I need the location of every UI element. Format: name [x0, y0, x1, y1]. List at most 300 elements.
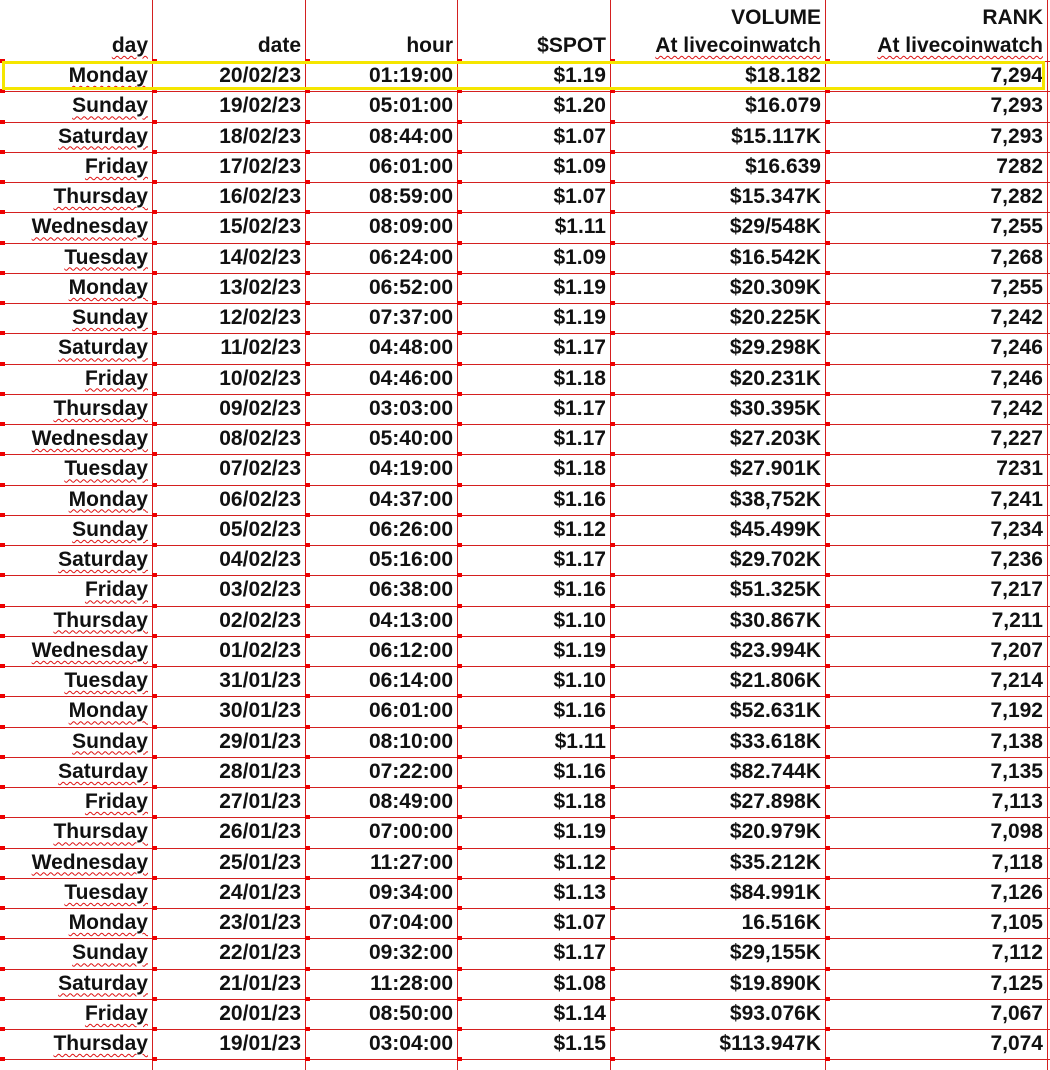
cell-hour[interactable]: [305, 999, 457, 1029]
cell-spot[interactable]: [457, 91, 610, 121]
cell-corner-marker: [305, 483, 310, 487]
cell-volume-value: $45.499K: [729, 517, 821, 541]
cell-day[interactable]: [0, 636, 152, 666]
cell-corner-marker: [825, 634, 830, 638]
cell-corner-marker: [457, 785, 462, 789]
cell-spot[interactable]: [457, 182, 610, 212]
cell-spot[interactable]: [457, 61, 610, 91]
cell-rank[interactable]: [825, 938, 1047, 968]
cell-date[interactable]: [152, 787, 305, 817]
cell-date[interactable]: [152, 364, 305, 394]
cell-date[interactable]: [152, 696, 305, 726]
cell-volume[interactable]: [610, 243, 825, 273]
cell-volume[interactable]: [610, 122, 825, 152]
cell-rank[interactable]: [825, 333, 1047, 363]
cell-corner-marker: [825, 967, 830, 971]
header-rank[interactable]: [825, 0, 1047, 60]
cell-spot-value: $1.12: [553, 850, 606, 874]
cell-day[interactable]: [0, 273, 152, 303]
cell-spot[interactable]: [457, 333, 610, 363]
cell-spot[interactable]: [457, 575, 610, 605]
cell-corner-marker: [0, 422, 5, 426]
cell-rank[interactable]: [825, 727, 1047, 757]
cell-rank[interactable]: [825, 696, 1047, 726]
cell-hour[interactable]: [305, 61, 457, 91]
cell-spot[interactable]: [457, 303, 610, 333]
cell-spot[interactable]: [457, 243, 610, 273]
row-gridline: [0, 696, 1050, 697]
cell-hour-value: 04:37:00: [368, 487, 453, 511]
cell-volume-value: $93.076K: [729, 1001, 821, 1025]
cell-hour[interactable]: [305, 424, 457, 454]
cell-spot[interactable]: [457, 848, 610, 878]
cell-spot[interactable]: [457, 485, 610, 515]
cell-corner-marker: [305, 967, 310, 971]
table-row: [0, 817, 1050, 847]
row-gridline: [0, 485, 1050, 486]
cell-corner-marker: [0, 664, 5, 668]
cell-spot[interactable]: [457, 273, 610, 303]
cell-spot[interactable]: [457, 636, 610, 666]
cell-spot-value: $1.16: [553, 759, 606, 783]
cell-corner-marker: [825, 573, 830, 577]
cell-date-value: 19/02/23: [219, 94, 301, 118]
cell-hour[interactable]: [305, 575, 457, 605]
cell-date[interactable]: [152, 575, 305, 605]
cell-date[interactable]: [152, 848, 305, 878]
cell-volume[interactable]: [610, 61, 825, 91]
cell-corner-marker: [457, 906, 462, 910]
cell-date[interactable]: [152, 394, 305, 424]
cell-rank-value: 7,217: [990, 578, 1043, 602]
cell-rank-value: 7,293: [990, 94, 1043, 118]
cell-date[interactable]: [152, 666, 305, 696]
cell-day[interactable]: [0, 1029, 152, 1059]
cell-corner-marker: [457, 513, 462, 517]
cell-rank[interactable]: [825, 515, 1047, 545]
cell-day[interactable]: [0, 908, 152, 938]
cell-corner-marker: [610, 59, 615, 63]
cell-corner-marker: [825, 785, 830, 789]
cell-date[interactable]: [152, 727, 305, 757]
cell-volume[interactable]: [610, 938, 825, 968]
cell-volume[interactable]: [610, 696, 825, 726]
cell-hour[interactable]: [305, 817, 457, 847]
cell-corner-marker: [152, 210, 157, 214]
cell-corner-marker: [0, 513, 5, 517]
cell-corner-marker: [825, 694, 830, 698]
cell-spot[interactable]: [457, 878, 610, 908]
cell-volume[interactable]: [610, 545, 825, 575]
row-gridline: [0, 787, 1050, 788]
cell-day-value: Thursday: [53, 608, 148, 632]
cell-day[interactable]: [0, 212, 152, 242]
cell-rank[interactable]: [825, 61, 1047, 91]
cell-rank[interactable]: [825, 122, 1047, 152]
cell-volume[interactable]: [610, 212, 825, 242]
cell-hour[interactable]: [305, 122, 457, 152]
cell-spot[interactable]: [457, 908, 610, 938]
cell-date[interactable]: [152, 969, 305, 999]
cell-date[interactable]: [152, 212, 305, 242]
cell-hour[interactable]: [305, 273, 457, 303]
cell-spot[interactable]: [457, 454, 610, 484]
cell-day-value: Sunday: [72, 94, 148, 118]
cell-day[interactable]: [0, 394, 152, 424]
cell-spot[interactable]: [457, 696, 610, 726]
cell-volume[interactable]: [610, 727, 825, 757]
cell-day[interactable]: [0, 364, 152, 394]
cell-day[interactable]: [0, 61, 152, 91]
cell-rank[interactable]: [825, 91, 1047, 121]
cell-hour[interactable]: [305, 878, 457, 908]
header-hour[interactable]: [305, 0, 457, 60]
cell-rank[interactable]: [825, 364, 1047, 394]
cell-volume[interactable]: [610, 273, 825, 303]
cell-spot[interactable]: [457, 1029, 610, 1059]
cell-day[interactable]: [0, 454, 152, 484]
cell-corner-marker: [457, 120, 462, 124]
cell-corner-marker: [825, 241, 830, 245]
cell-corner-marker: [0, 967, 5, 971]
cell-hour[interactable]: [305, 938, 457, 968]
cell-corner-marker: [825, 604, 830, 608]
cell-spot[interactable]: [457, 364, 610, 394]
cell-corner-marker: [610, 180, 615, 184]
cell-date[interactable]: [152, 636, 305, 666]
cell-date[interactable]: [152, 122, 305, 152]
cell-rank-value: 7,282: [990, 185, 1043, 208]
cell-spot[interactable]: [457, 394, 610, 424]
cell-day-value: Thursday: [53, 1032, 148, 1055]
cell-day[interactable]: [0, 152, 152, 182]
cell-date[interactable]: [152, 515, 305, 545]
cell-day-value: Friday: [84, 1001, 148, 1025]
cell-spot[interactable]: [457, 787, 610, 817]
cell-rank[interactable]: [825, 303, 1047, 333]
cell-date[interactable]: [152, 273, 305, 303]
cell-spot-value: $1.20: [553, 94, 606, 118]
cell-hour[interactable]: [305, 485, 457, 515]
cell-hour[interactable]: [305, 727, 457, 757]
cell-date[interactable]: [152, 938, 305, 968]
cell-day[interactable]: [0, 696, 152, 726]
header-date[interactable]: [152, 0, 305, 60]
cell-corner-marker: [825, 120, 830, 124]
row-gridline: [0, 908, 1050, 909]
cell-corner-marker: [825, 1057, 830, 1061]
row-gridline: [0, 61, 1050, 62]
cell-rank[interactable]: [825, 454, 1047, 484]
cell-date[interactable]: [152, 424, 305, 454]
cell-date[interactable]: [152, 999, 305, 1029]
cell-rank[interactable]: [825, 817, 1047, 847]
cell-spot[interactable]: [457, 938, 610, 968]
cell-rank-value: 7,236: [990, 548, 1043, 571]
cell-date[interactable]: [152, 243, 305, 273]
cell-hour[interactable]: [305, 212, 457, 242]
cell-corner-marker: [152, 1057, 157, 1061]
cell-date[interactable]: [152, 606, 305, 636]
cell-rank[interactable]: [825, 666, 1047, 696]
cell-corner-marker: [152, 271, 157, 275]
cell-volume[interactable]: [610, 969, 825, 999]
cell-hour[interactable]: [305, 696, 457, 726]
cell-day[interactable]: [0, 515, 152, 545]
cell-spot-value: $1.15: [553, 1032, 606, 1055]
cell-spot[interactable]: [457, 545, 610, 575]
cell-spot-value: $1.12: [553, 517, 606, 541]
cell-date-value: 30/01/23: [219, 699, 301, 723]
cell-rank-value: 7,113: [991, 790, 1043, 813]
cell-volume[interactable]: [610, 152, 825, 182]
cell-volume[interactable]: [610, 999, 825, 1029]
cell-rank[interactable]: [825, 848, 1047, 878]
cell-spot[interactable]: [457, 515, 610, 545]
cell-hour[interactable]: [305, 454, 457, 484]
cell-spot[interactable]: [457, 999, 610, 1029]
cell-hour[interactable]: [305, 152, 457, 182]
cell-volume[interactable]: [610, 817, 825, 847]
cell-day[interactable]: [0, 333, 152, 363]
cell-date-value: 02/02/23: [219, 608, 301, 632]
cell-rank[interactable]: [825, 908, 1047, 938]
cell-corner-marker: [610, 573, 615, 577]
cell-corner-marker: [610, 392, 615, 396]
cell-day-value: Friday: [84, 366, 148, 390]
cell-hour[interactable]: [305, 757, 457, 787]
cell-spot[interactable]: [457, 969, 610, 999]
cell-corner-marker: [825, 1027, 830, 1031]
cell-volume[interactable]: [610, 848, 825, 878]
cell-day[interactable]: [0, 606, 152, 636]
cell-day[interactable]: [0, 485, 152, 515]
cell-hour[interactable]: [305, 364, 457, 394]
cell-spot[interactable]: [457, 606, 610, 636]
cell-corner-marker: [0, 543, 5, 547]
cell-hour-value: 06:01:00: [368, 699, 453, 723]
cell-corner-marker: [305, 725, 310, 729]
cell-rank[interactable]: [825, 394, 1047, 424]
row-gridline: [0, 666, 1050, 667]
cell-date[interactable]: [152, 545, 305, 575]
cell-rank[interactable]: [825, 999, 1047, 1029]
cell-day[interactable]: [0, 848, 152, 878]
cell-rank[interactable]: [825, 545, 1047, 575]
cell-spot[interactable]: [457, 817, 610, 847]
cell-hour[interactable]: [305, 182, 457, 212]
cell-spot[interactable]: [457, 152, 610, 182]
cell-day[interactable]: [0, 182, 152, 212]
cell-volume-value: $15.347K: [729, 185, 821, 208]
cell-volume[interactable]: [610, 333, 825, 363]
cell-date[interactable]: [152, 333, 305, 363]
cell-rank[interactable]: [825, 182, 1047, 212]
cell-date-value: 15/02/23: [219, 215, 301, 239]
cell-day-value: Friday: [84, 154, 148, 178]
cell-volume[interactable]: [610, 424, 825, 454]
header-day[interactable]: [0, 0, 152, 60]
cell-volume[interactable]: [610, 575, 825, 605]
cell-volume[interactable]: [610, 91, 825, 121]
cell-rank[interactable]: [825, 878, 1047, 908]
cell-hour[interactable]: [305, 848, 457, 878]
cell-volume-value: $38,752K: [729, 487, 821, 511]
cell-volume-value: $35.212K: [729, 850, 821, 874]
cell-volume[interactable]: [610, 787, 825, 817]
cell-rank[interactable]: [825, 485, 1047, 515]
cell-corner-marker: [152, 785, 157, 789]
cell-spot[interactable]: [457, 122, 610, 152]
cell-rank[interactable]: [825, 273, 1047, 303]
cell-rank[interactable]: [825, 424, 1047, 454]
cell-volume[interactable]: [610, 606, 825, 636]
cell-hour[interactable]: [305, 243, 457, 273]
cell-rank[interactable]: [825, 575, 1047, 605]
cell-volume[interactable]: [610, 636, 825, 666]
cell-corner-marker: [305, 815, 310, 819]
cell-date[interactable]: [152, 303, 305, 333]
cell-hour[interactable]: [305, 636, 457, 666]
cell-date-value: 25/01/23: [219, 850, 301, 874]
cell-volume[interactable]: [610, 878, 825, 908]
cell-volume-value: $84.991K: [729, 880, 821, 904]
cell-spot[interactable]: [457, 212, 610, 242]
cell-rank[interactable]: [825, 606, 1047, 636]
cell-spot[interactable]: [457, 727, 610, 757]
table-row: [0, 969, 1050, 999]
cell-spot-value: $1.17: [553, 336, 606, 360]
cell-corner-marker: [0, 846, 5, 850]
cell-date[interactable]: [152, 878, 305, 908]
cell-rank[interactable]: [825, 787, 1047, 817]
cell-date[interactable]: [152, 152, 305, 182]
cell-hour[interactable]: [305, 908, 457, 938]
cell-volume[interactable]: [610, 454, 825, 484]
cell-day[interactable]: [0, 545, 152, 575]
cell-day[interactable]: [0, 817, 152, 847]
cell-day[interactable]: [0, 303, 152, 333]
cell-volume[interactable]: [610, 757, 825, 787]
table-row: [0, 273, 1050, 303]
cell-hour[interactable]: [305, 1029, 457, 1059]
cell-corner-marker: [305, 241, 310, 245]
cell-day-value: Wednesday: [31, 850, 148, 874]
cell-spot[interactable]: [457, 424, 610, 454]
cell-corner-marker: [305, 392, 310, 396]
row-gridline: [0, 212, 1050, 213]
cell-day[interactable]: [0, 424, 152, 454]
cell-volume-value: $16.639: [745, 154, 821, 178]
cell-rank-value: 7,234: [990, 517, 1043, 541]
cell-day[interactable]: [0, 91, 152, 121]
cell-date-value: 21/01/23: [219, 971, 301, 995]
header-spot[interactable]: [457, 0, 610, 60]
cell-day[interactable]: [0, 575, 152, 605]
cell-hour-value: 06:01:00: [368, 154, 453, 178]
cell-day-value: Sunday: [72, 729, 148, 753]
cell-volume[interactable]: [610, 908, 825, 938]
cell-rank[interactable]: [825, 152, 1047, 182]
cell-volume-value: $29/548K: [729, 215, 821, 239]
cell-date[interactable]: [152, 817, 305, 847]
cell-day[interactable]: [0, 243, 152, 273]
cell-hour[interactable]: [305, 666, 457, 696]
cell-rank[interactable]: [825, 757, 1047, 787]
cell-day[interactable]: [0, 757, 152, 787]
cell-day[interactable]: [0, 938, 152, 968]
cell-hour[interactable]: [305, 91, 457, 121]
row-gridline: [0, 727, 1050, 728]
cell-day[interactable]: [0, 999, 152, 1029]
cell-hour-value: 04:19:00: [368, 457, 453, 481]
cell-date[interactable]: [152, 454, 305, 484]
cell-volume[interactable]: [610, 364, 825, 394]
cell-day[interactable]: [0, 969, 152, 999]
cell-hour[interactable]: [305, 394, 457, 424]
cell-hour[interactable]: [305, 969, 457, 999]
row-gridline: [0, 394, 1050, 395]
table-row: [0, 243, 1050, 273]
cell-date[interactable]: [152, 757, 305, 787]
cell-date[interactable]: [152, 91, 305, 121]
cell-corner-marker: [610, 513, 615, 517]
cell-volume[interactable]: [610, 394, 825, 424]
cell-rank[interactable]: [825, 969, 1047, 999]
cell-date[interactable]: [152, 61, 305, 91]
header-volume[interactable]: [610, 0, 825, 60]
cell-hour[interactable]: [305, 545, 457, 575]
cell-volume[interactable]: [610, 303, 825, 333]
cell-volume[interactable]: [610, 515, 825, 545]
cell-hour[interactable]: [305, 303, 457, 333]
cell-volume[interactable]: [610, 666, 825, 696]
cell-volume[interactable]: [610, 182, 825, 212]
cell-corner-marker: [825, 513, 830, 517]
cell-rank[interactable]: [825, 243, 1047, 273]
cell-corner-marker: [457, 483, 462, 487]
cell-hour[interactable]: [305, 333, 457, 363]
cell-rank[interactable]: [825, 1029, 1047, 1059]
cell-date[interactable]: [152, 182, 305, 212]
cell-date[interactable]: [152, 485, 305, 515]
cell-rank-value: 7,293: [990, 124, 1043, 148]
cell-corner-marker: [305, 1027, 310, 1031]
cell-corner-marker: [825, 59, 830, 63]
cell-rank[interactable]: [825, 212, 1047, 242]
cell-date[interactable]: [152, 908, 305, 938]
cell-hour[interactable]: [305, 606, 457, 636]
cell-day[interactable]: [0, 878, 152, 908]
cell-day[interactable]: [0, 787, 152, 817]
cell-corner-marker: [825, 543, 830, 547]
cell-corner-marker: [610, 785, 615, 789]
cell-rank[interactable]: [825, 636, 1047, 666]
cell-corner-marker: [610, 1057, 615, 1061]
cell-spot[interactable]: [457, 757, 610, 787]
cell-day[interactable]: [0, 666, 152, 696]
cell-spot[interactable]: [457, 666, 610, 696]
cell-date[interactable]: [152, 1029, 305, 1059]
cell-hour[interactable]: [305, 787, 457, 817]
cell-volume[interactable]: [610, 485, 825, 515]
cell-volume[interactable]: [610, 1029, 825, 1059]
cell-spot-value: $1.18: [553, 366, 606, 390]
cell-hour[interactable]: [305, 515, 457, 545]
cell-day[interactable]: [0, 122, 152, 152]
cell-day[interactable]: [0, 727, 152, 757]
cell-corner-marker: [152, 483, 157, 487]
